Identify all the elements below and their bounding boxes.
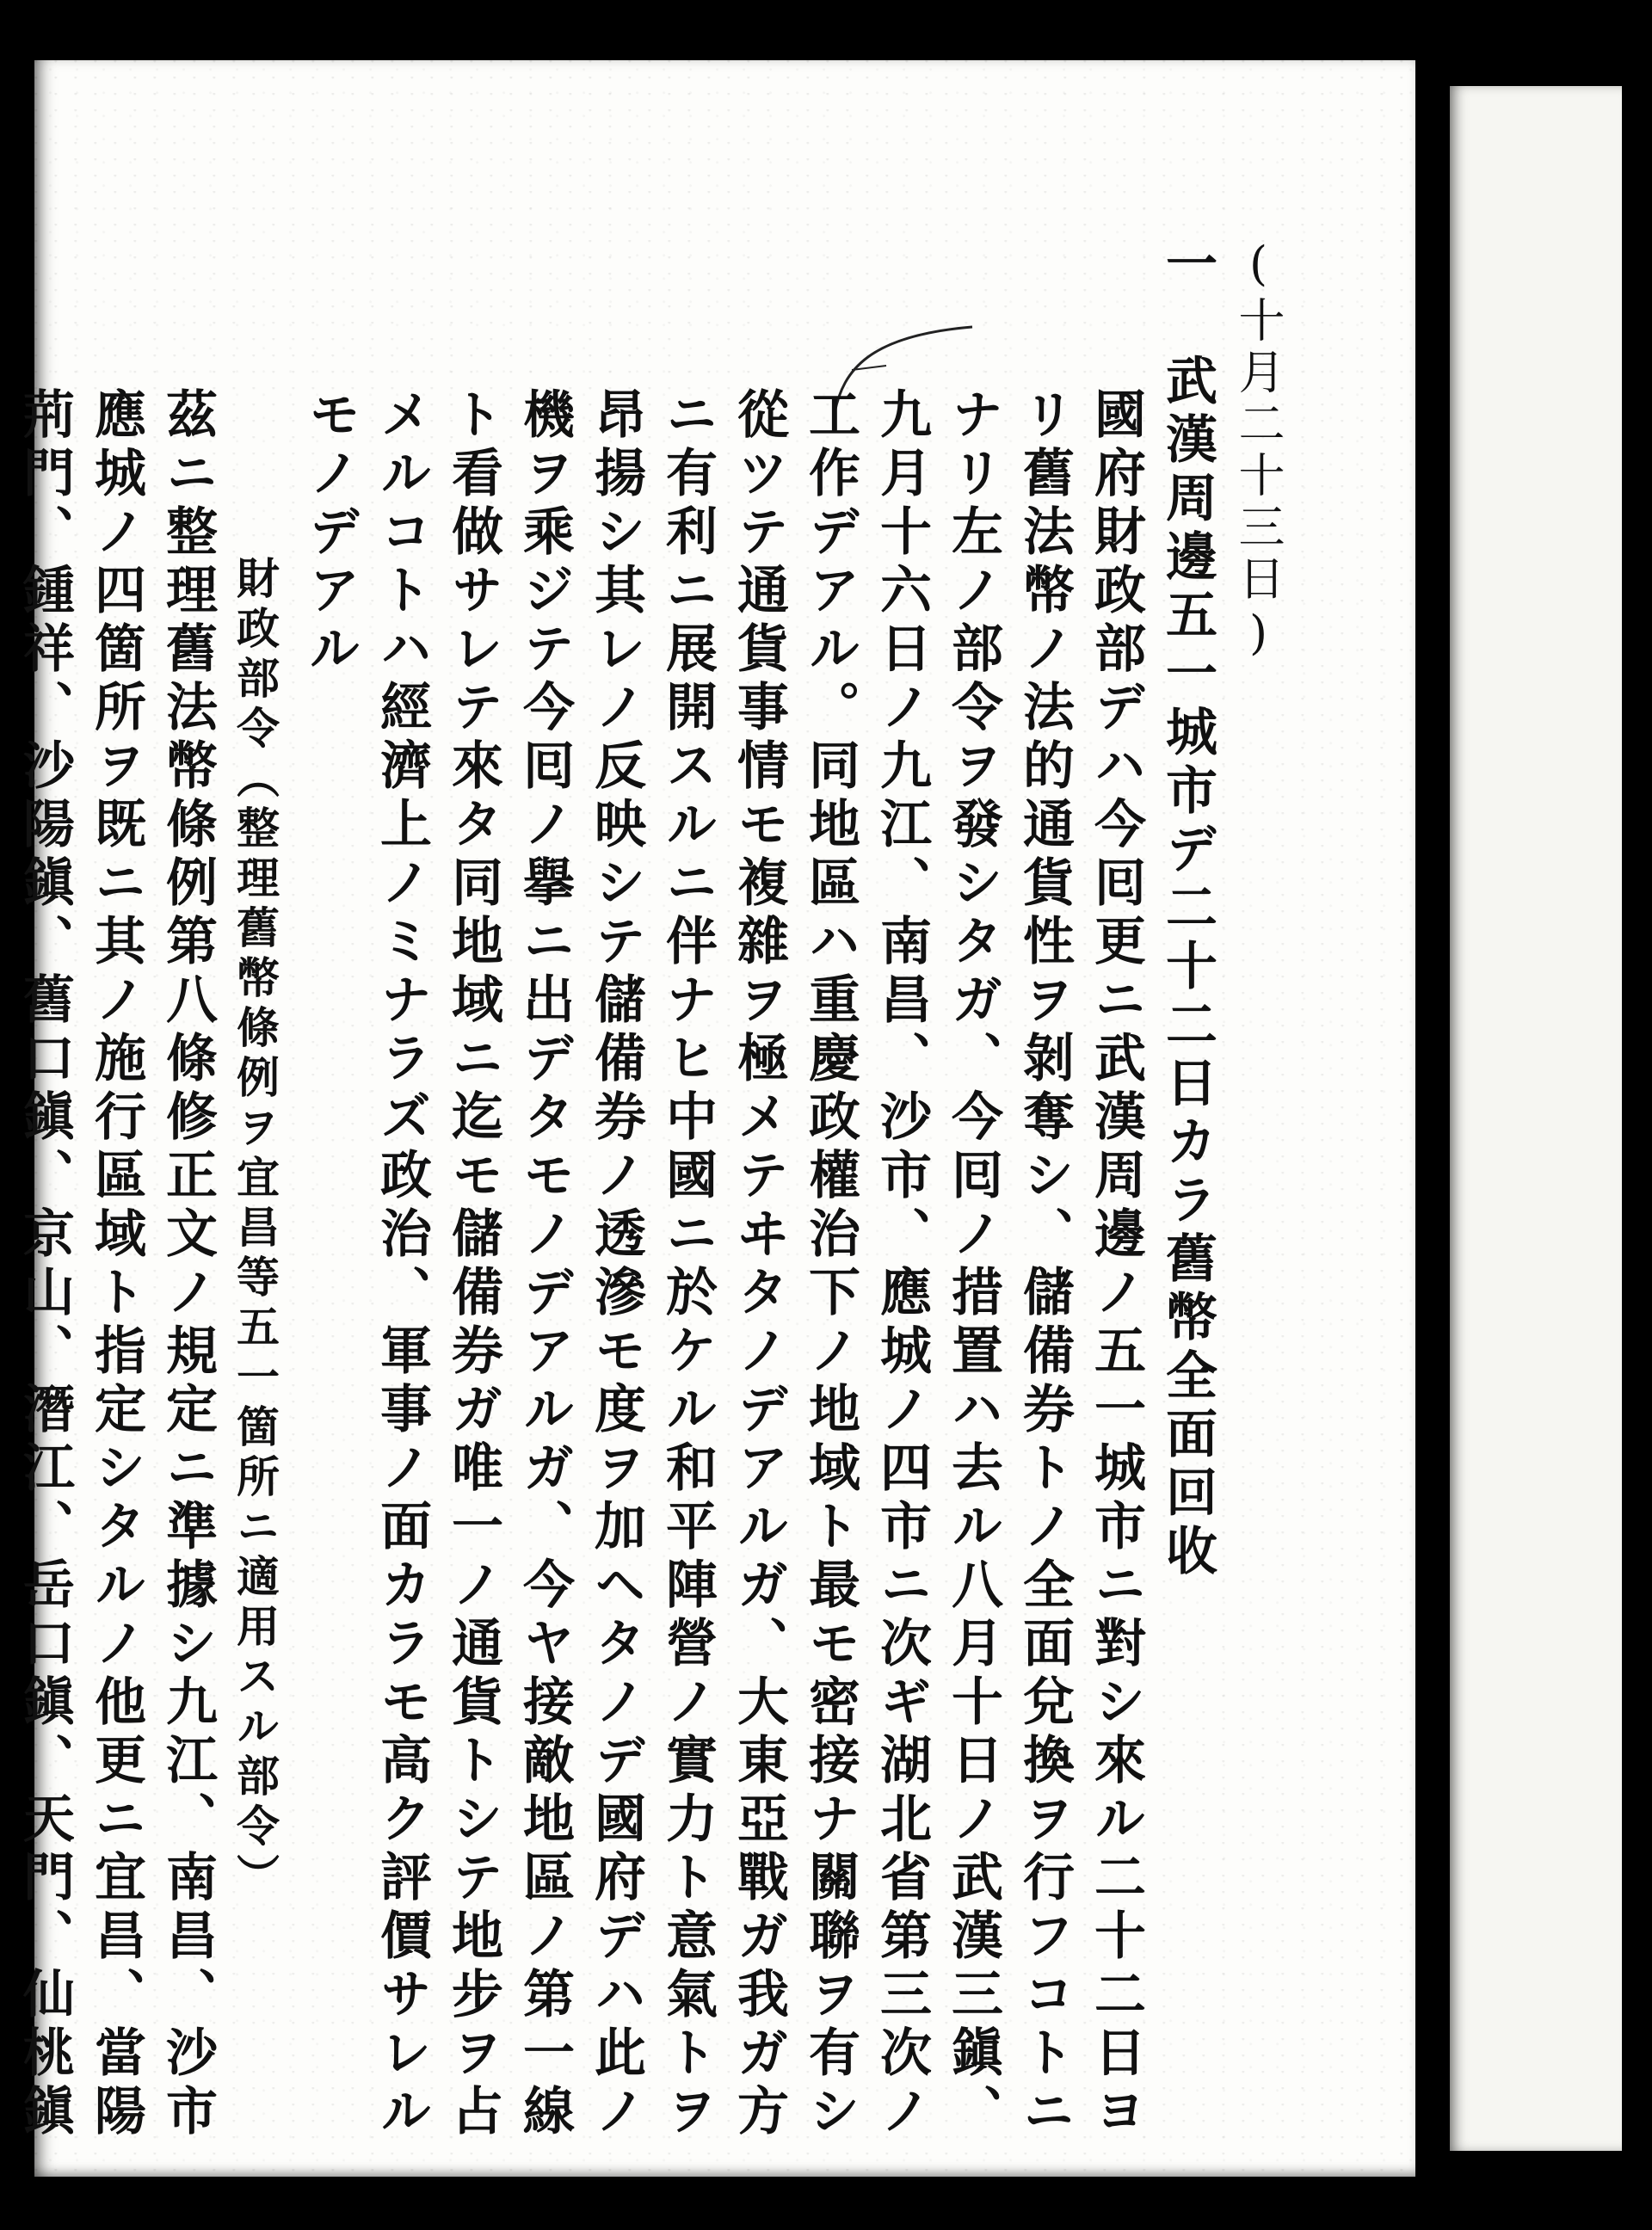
text-column-1: 一 武漢周邊五一城市デ二十二日カラ舊幣全面回收 — [1157, 237, 1217, 1582]
text-column-16: 應城ノ四箇所ヲ既ニ其ノ施行區域ト指定シタルノ他更ニ宜昌、當陽 — [86, 387, 146, 2142]
text-column-2: 國府財政部デハ今囘更ニ武漢周邊ノ五一城市ニ對シ來ル二十二日ヨ — [1086, 387, 1146, 2142]
text-column-13: モノデアル — [300, 387, 361, 680]
text-column-15: 茲ニ整理舊法幣條例第八條修正文ノ規定ニ準據シ九江、南昌、沙市 — [157, 387, 218, 2142]
text-column-7: 從ツテ通貨事情モ複雜ヲ極メテヰタノデアルガ、大東亞戰ガ我ガ方 — [729, 387, 789, 2142]
text-column-6: 工作デアル。同地區ハ重慶政權治下ノ地域ト最モ密接ナ關聯ヲ有シ — [800, 387, 860, 2142]
text-column-12: メルコトハ經濟上ノミナラズ政治、軍事ノ面カラモ高ク評價サレル — [372, 387, 432, 2142]
text-column-10: 機ヲ乘ジテ今囘ノ擧ニ出デタモノデアルガ、今ヤ接敵地區ノ第一線 — [515, 387, 575, 2142]
text-column-17: 荊門、鍾祥、沙陽鎭、舊口鎭、京山、潛江、岳口鎭、天門、仙桃鎭 — [15, 387, 75, 2142]
text-column-4: ナリ左ノ部令ヲ發シタガ、今囘ノ措置ハ去ル八月十日ノ武漢三鎭、 — [943, 387, 1003, 2142]
date-note: (十月二十三日) — [1231, 237, 1285, 665]
text-column-8: ニ有利ニ展開スルニ伴ナヒ中國ニ於ケル和平陣營ノ實力ト意氣トヲ — [657, 387, 718, 2142]
document-page — [15, 60, 1415, 2177]
text-column-11: ト看做サレテ來タ同地域ニ迄モ儲備券ガ唯一ノ通貨トシテ地步ヲ占 — [443, 387, 503, 2142]
text-column-3: リ舊法幣ノ法的通貨性ヲ剝奪シ、儲備券トノ全面兌換ヲ行フコトニ — [1014, 387, 1075, 2142]
text-column-9: 昂揚シ其レノ反映シテ儲備券ノ透滲モ度ヲ加ヘタノデ國府デハ此ノ — [586, 387, 646, 2142]
adjacent-page-edge — [1450, 86, 1622, 2151]
section-heading-column: 財政部令（整理舊幣條例ヲ宜昌等五一箇所ニ適用スル部令） — [230, 456, 280, 1903]
text-column-5: 九月十六日ノ九江、南昌、沙市、應城ノ四市ニ次ギ湖北省第三次ノ — [872, 387, 932, 2142]
